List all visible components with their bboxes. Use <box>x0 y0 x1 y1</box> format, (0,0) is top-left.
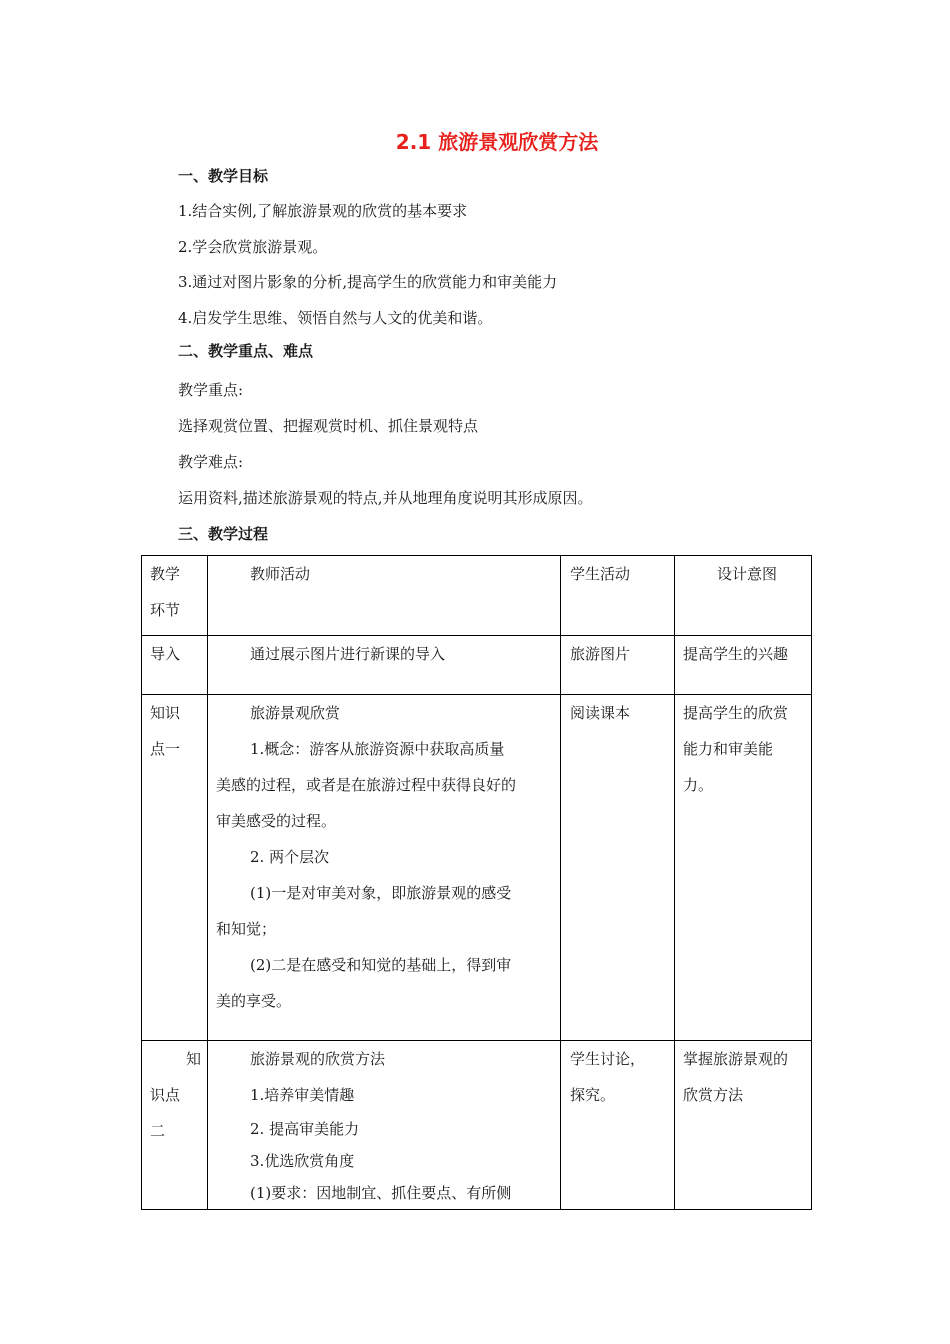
teacher-cell <box>208 695 561 1041</box>
intent-line: 欣赏方法 <box>683 1086 744 1104</box>
stage-label: 导入 <box>150 645 181 663</box>
teacher-line: 美感的过程，或者是在旅游过程中获得良好的 <box>216 776 517 794</box>
key-point-text: 选择观赏位置、把握观赏时机、抓住景观特点 <box>178 417 479 435</box>
stage-cell <box>142 636 208 695</box>
intent-cell <box>675 636 812 695</box>
stage-line: 识点 <box>150 1086 181 1104</box>
student-line: 学生讨论， <box>570 1050 646 1068</box>
intent-line: 能力和审美能 <box>683 740 774 758</box>
stage-line: 知 <box>186 1050 202 1068</box>
intent-line: 掌握旅游景观的 <box>683 1050 789 1068</box>
teacher-cell <box>208 1041 561 1210</box>
stage-line: 点一 <box>150 740 181 758</box>
teacher-line: 审美感受的过程。 <box>216 812 337 830</box>
section-heading-objectives: 一、教学目标 <box>178 167 269 185</box>
objective-item: 2.学会欣赏旅游景观。 <box>178 238 328 256</box>
intent-line: 提高学生的欣赏 <box>683 704 789 722</box>
key-point-label: 教学重点: <box>178 381 244 399</box>
teacher-cell <box>208 636 561 695</box>
objective-item: 4.启发学生思维、领悟自然与人文的优美和谐。 <box>178 309 493 327</box>
difficult-point-label: 教学难点: <box>178 453 244 471</box>
header-student-label: 学生活动 <box>570 565 631 583</box>
section-heading-process: 三、教学过程 <box>178 525 269 543</box>
teacher-line: 3.优选欣赏角度 <box>250 1152 355 1170</box>
difficult-point-text: 运用资料,描述旅游景观的特点,并从地理角度说明其形成原因。 <box>178 489 593 507</box>
table-row <box>142 1041 812 1210</box>
table-header-row <box>142 556 812 636</box>
header-teacher-label: 教师活动 <box>250 565 311 583</box>
stage-line: 二 <box>150 1122 166 1140</box>
intent-cell <box>675 1041 812 1210</box>
header-teacher-cell <box>208 556 561 636</box>
teacher-line: 旅游景观的欣赏方法 <box>250 1050 386 1068</box>
student-cell <box>561 1041 675 1210</box>
student-text: 阅读课本 <box>570 704 631 722</box>
teacher-line: 美的享受。 <box>216 992 292 1010</box>
intent-line: 力。 <box>683 776 714 794</box>
student-cell <box>561 695 675 1041</box>
stage-cell <box>142 695 208 1041</box>
teacher-line: 2. 提高审美能力 <box>250 1120 360 1138</box>
teacher-line: 旅游景观欣赏 <box>250 704 341 722</box>
teacher-line: 2. 两个层次 <box>250 848 330 866</box>
table-row <box>142 636 812 695</box>
teacher-line: (2)二是在感受和知觉的基础上，得到审 <box>250 956 512 974</box>
header-stage-line: 教学 <box>150 565 181 583</box>
student-text: 旅游图片 <box>570 645 631 663</box>
teacher-line: (1)一是对审美对象，即旅游景观的感受 <box>250 884 512 902</box>
teaching-process-table <box>141 555 812 1210</box>
header-student-cell <box>561 556 675 636</box>
teacher-line: 和知觉； <box>216 920 277 938</box>
teacher-line: 1.概念：游客从旅游资源中获取高质量 <box>250 740 505 758</box>
section-heading-key-points: 二、教学重点、难点 <box>178 342 314 360</box>
teacher-text: 通过展示图片进行新课的导入 <box>250 645 446 663</box>
stage-cell <box>142 1041 208 1210</box>
teacher-line: (1)要求：因地制宜、抓住要点、有所侧 <box>250 1184 512 1202</box>
teacher-line: 1.培养审美情趣 <box>250 1086 355 1104</box>
header-intent-label: 设计意图 <box>716 565 777 583</box>
document-title: 2.1 旅游景观欣赏方法 <box>395 130 599 154</box>
header-stage-line: 环节 <box>150 601 181 619</box>
stage-line: 知识 <box>150 704 181 722</box>
intent-text: 提高学生的兴趣 <box>683 645 789 663</box>
objective-item: 1.结合实例,了解旅游景观的欣赏的基本要求 <box>178 202 468 220</box>
intent-cell <box>675 695 812 1041</box>
objective-item: 3.通过对图片影象的分析,提高学生的欣赏能力和审美能力 <box>178 273 558 291</box>
header-stage-cell <box>142 556 208 636</box>
header-intent-cell <box>675 556 812 636</box>
student-cell <box>561 636 675 695</box>
student-line: 探究。 <box>570 1086 616 1104</box>
table-row <box>142 695 812 1041</box>
